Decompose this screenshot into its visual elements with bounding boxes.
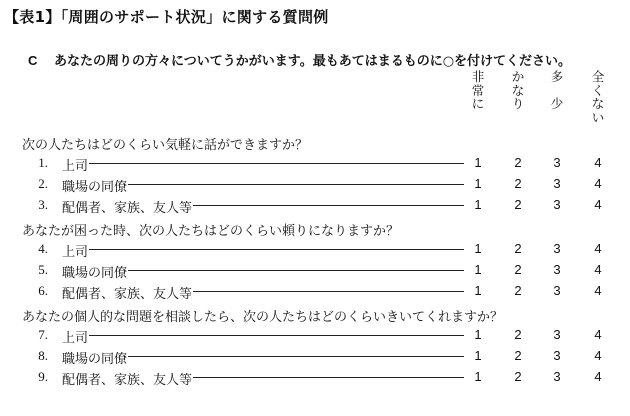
answer-option-4[interactable]: 4 <box>594 155 602 170</box>
item-row <box>0 348 630 367</box>
item-label: 職場の同僚 <box>62 262 128 281</box>
answer-option-2[interactable]: 2 <box>514 327 522 342</box>
answer-option-2[interactable]: 2 <box>514 176 522 191</box>
answer-option-2[interactable]: 2 <box>514 369 522 384</box>
answer-option-1[interactable]: 1 <box>474 369 482 384</box>
answer-option-1[interactable]: 1 <box>474 176 482 191</box>
item-row <box>0 176 630 195</box>
answer-option-1[interactable]: 1 <box>474 327 482 342</box>
scale-header-char: 多 <box>550 69 564 84</box>
item-number: 1. <box>38 155 48 170</box>
answer-option-2[interactable]: 2 <box>514 197 522 212</box>
answer-option-3[interactable]: 3 <box>553 176 561 191</box>
answer-option-3[interactable]: 3 <box>553 241 561 256</box>
answer-option-2[interactable]: 2 <box>514 241 522 256</box>
item-number: 8. <box>38 348 48 363</box>
item-label: 上司 <box>62 327 89 346</box>
item-number: 6. <box>38 283 48 298</box>
answer-option-4[interactable]: 4 <box>594 262 602 277</box>
scale-header-4 <box>588 70 608 124</box>
question-text-1: 次の人たちはどのくらい気軽に話ができますか？ <box>22 138 309 153</box>
item-number: 9. <box>38 369 48 384</box>
item-number: 4. <box>38 241 48 256</box>
leader-line <box>62 163 464 164</box>
answer-option-1[interactable]: 1 <box>474 197 482 212</box>
item-row <box>0 241 630 260</box>
scale-header-char: 少 <box>550 96 564 111</box>
item-row <box>0 155 630 174</box>
leader-line <box>62 335 464 336</box>
answer-option-2[interactable]: 2 <box>514 348 522 363</box>
item-label: 配偶者、家族、友人等 <box>62 283 193 302</box>
answer-option-1[interactable]: 1 <box>474 262 482 277</box>
item-label: 上司 <box>62 155 89 174</box>
section-instruction: あなたの周りの方々についてうかがいます。最もあてはまるものに○を付けてください。 <box>54 54 572 69</box>
scale-header-char: な <box>511 82 525 98</box>
item-number: 2. <box>38 176 48 191</box>
answer-option-3[interactable]: 3 <box>553 155 561 170</box>
item-label: 上司 <box>62 241 89 260</box>
item-label: 職場の同僚 <box>62 176 128 195</box>
scale-header-char: か <box>511 69 525 84</box>
answer-option-2[interactable]: 2 <box>514 283 522 298</box>
item-row <box>0 327 630 346</box>
answer-option-1[interactable]: 1 <box>474 283 482 298</box>
scale-header-char: な <box>591 96 605 111</box>
question-text-2: あなたが困った時、次の人たちはどのくらい頼りになりますか？ <box>22 224 400 239</box>
leader-line <box>62 249 464 250</box>
item-number: 5. <box>38 262 48 277</box>
page-title: 【表1】「周囲のサポート状況」に関する質問例 <box>4 8 329 26</box>
item-row <box>0 369 630 388</box>
section-header <box>28 50 571 69</box>
answer-option-1[interactable]: 1 <box>474 241 482 256</box>
scale-header-1 <box>468 70 488 111</box>
item-row <box>0 262 630 281</box>
answer-option-3[interactable]: 3 <box>553 327 561 342</box>
answer-option-4[interactable]: 4 <box>594 327 602 342</box>
item-label: 配偶者、家族、友人等 <box>62 197 193 216</box>
item-number: 3. <box>38 197 48 212</box>
scale-header-char: に <box>471 96 485 111</box>
scale-header-3 <box>547 70 567 111</box>
item-label: 職場の同僚 <box>62 348 128 367</box>
section-letter: C <box>28 53 38 68</box>
answer-option-4[interactable]: 4 <box>594 197 602 212</box>
answer-option-3[interactable]: 3 <box>553 348 561 363</box>
question-text-3: あなたの個人的な問題を相談したら、次の人たちはどのくらいきいてくれますか？ <box>22 310 504 325</box>
scale-header-2 <box>508 70 528 111</box>
answer-option-1[interactable]: 1 <box>474 155 482 170</box>
answer-option-4[interactable]: 4 <box>594 348 602 363</box>
item-row <box>0 283 630 302</box>
answer-option-2[interactable]: 2 <box>514 262 522 277</box>
answer-option-1[interactable]: 1 <box>474 348 482 363</box>
item-label: 配偶者、家族、友人等 <box>62 369 193 388</box>
scale-header-char: 全 <box>591 69 605 84</box>
scale-header-char: 非 <box>471 69 485 84</box>
scale-header-char: り <box>511 96 525 111</box>
answer-option-4[interactable]: 4 <box>594 283 602 298</box>
scale-header-char: 常 <box>471 82 485 98</box>
answer-option-3[interactable]: 3 <box>553 283 561 298</box>
scale-header-char: い <box>591 109 605 125</box>
item-row <box>0 197 630 216</box>
answer-option-4[interactable]: 4 <box>594 369 602 384</box>
answer-option-2[interactable]: 2 <box>514 155 522 170</box>
answer-option-3[interactable]: 3 <box>553 197 561 212</box>
answer-option-4[interactable]: 4 <box>594 176 602 191</box>
answer-option-4[interactable]: 4 <box>594 241 602 256</box>
answer-option-3[interactable]: 3 <box>553 369 561 384</box>
item-number: 7. <box>38 327 48 342</box>
answer-option-3[interactable]: 3 <box>553 262 561 277</box>
scale-header-char: く <box>591 82 605 98</box>
scale-header-char <box>547 84 567 98</box>
